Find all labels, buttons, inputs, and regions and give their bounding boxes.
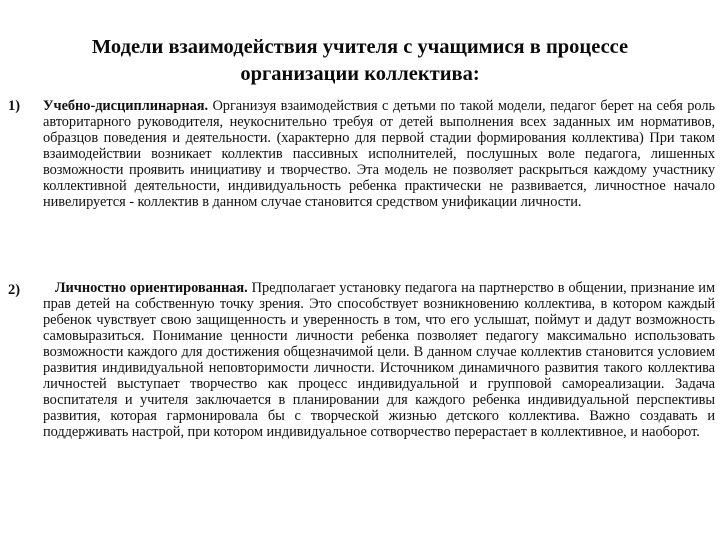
item-lead-term: Учебно-дисциплинарная. — [43, 98, 208, 114]
item-number: 2) — [8, 282, 21, 298]
title-line-2: организации коллектива: — [240, 63, 480, 85]
item-paragraph — [43, 98, 715, 210]
title-line-1: Модели взаимодействия учителя с учащимися в процессе — [91, 36, 629, 58]
item-lead-term: Личностно ориентированная. — [43, 280, 248, 296]
item-number: 1) — [8, 98, 21, 114]
item-body-text: Организуя взаимодействия с детьми по такой модели, педагог берет на себя роль авторитарного руководителя, неукоснительно требуя от детей выполнения всех заданных им нормативов, образцов поведения и деятельности. (характерно для первой стадии формирования коллектива) При таком взаимодействии возникает коллектив пассивных исполнителей, послушных воле педагога, лишенных возможности проявить инициативу и творчество. Эта модель не позволяет раскрыться каждому участнику коллективной деятельности, индивидуальность ребенка практически не развивается, личностное начало нивелируется - коллектив в данном случае становится средством унификации личности. — [43, 98, 715, 211]
item-body-text: Предполагает установку педагога на партнерство в общении, признание им прав детей на собственную точку зрения. Это способствует возникновению коллектива, в котором каждый ребенок чувствует свою защищенность и уверенность в том, что его услышат, поймут и дадут возможность самовыразиться. Понимание ценности личности ребенка позволяет педагогу максимально использовать возможности каждого для достижения общезначимой цели. В данном случае коллектив становится условием развития индивидуальной неповторимости личности. Источником динамичного развития такого коллектива личностей выступает творчество как процесс индивидуальной и групповой самореализации. Задача воспитателя и учителя заключается в планировании для каждого ребенка индивидуальной перспективы развития, которая гармонировала бы с творческой жизнью детского коллектива. Важно создавать и поддерживать настрой, при котором индивидуальное сотворчество перерастает в коллективное, и наоборот. — [43, 280, 716, 441]
item-paragraph — [43, 280, 715, 440]
slide-title — [40, 34, 680, 88]
